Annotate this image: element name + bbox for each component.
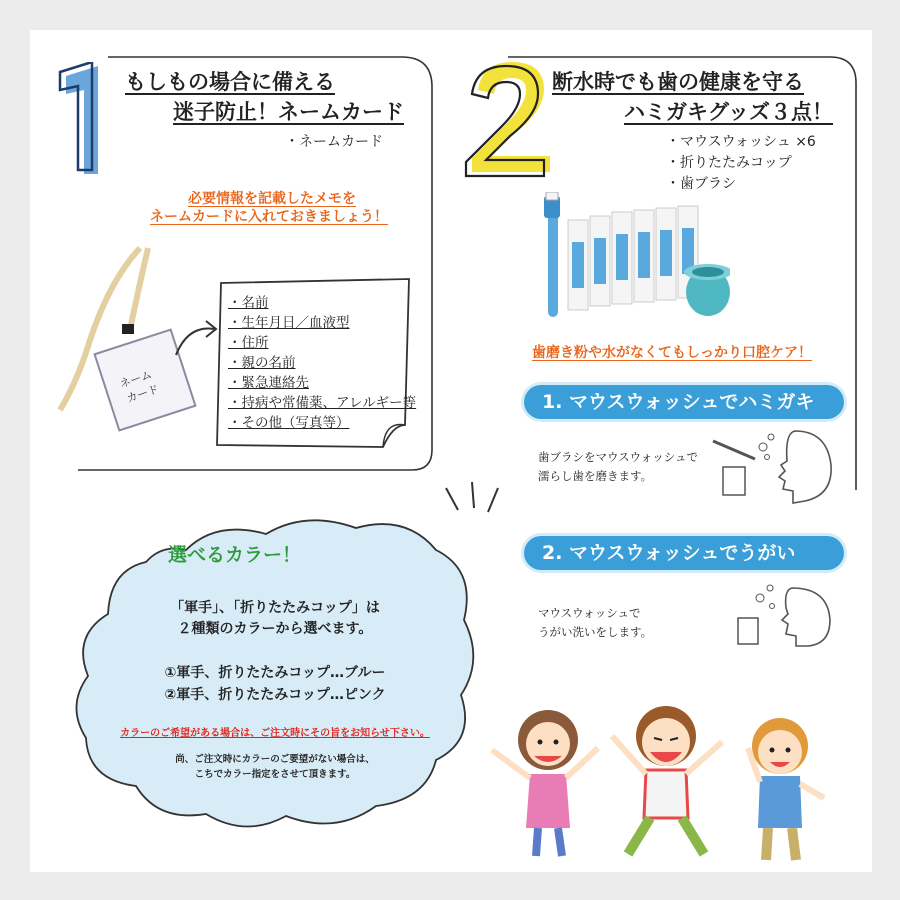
step1-text-line2: 濡らし歯を磨きます。 <box>538 469 653 483</box>
svg-text:ネーム: ネーム <box>118 368 154 391</box>
girl-figure <box>492 710 598 856</box>
toothbrush-icon <box>544 192 560 317</box>
colors-desc-line1: 「軍手」、「折りたたみコップ」は <box>170 600 380 616</box>
memo-item: ・名前 <box>228 295 269 311</box>
step2-banner: 2. マウスウォッシュでうがい <box>524 536 844 570</box>
number-1-graphic <box>50 62 120 182</box>
boy-figure <box>748 718 824 860</box>
section-1-note-line2: ネームカードに入れておきましょう！ <box>150 209 388 225</box>
colors-title: 選べるカラー！ <box>168 544 302 566</box>
memo-item: ・生年月日／血液型 <box>228 315 350 331</box>
section-2-item: ・歯ブラシ <box>666 176 736 192</box>
brushing-face-icon <box>705 425 835 507</box>
memo-item: ・親の名前 <box>228 355 296 371</box>
section-2-items <box>666 132 816 195</box>
color-default-note <box>30 752 520 782</box>
step1-text-line1: 歯ブラシをマウスウォッシュで <box>538 450 698 464</box>
number-2-graphic <box>458 60 553 180</box>
memo-item: ・緊急連絡先 <box>228 375 309 391</box>
step2-text-line2: うがい洗いをします。 <box>538 625 653 639</box>
section-1-note-line1: 必要情報を記載したメモを <box>188 191 356 207</box>
step1-banner: 1. マウスウォッシュでハミガキ <box>524 385 844 419</box>
page <box>30 30 872 872</box>
kids-illustration <box>478 678 848 868</box>
section-2-title-line1: 断水時でも歯の健康を守る <box>552 70 804 94</box>
mouthwash-sticks-icon <box>568 206 698 310</box>
color-note-line1: 尚、ご注文時にカラーのご要望がない場合は、 <box>175 754 375 765</box>
product-photo <box>530 192 730 327</box>
section-2-item: ・折りたたみコップ <box>666 155 792 171</box>
memo-item: ・持病や常備薬、アレルギー等 <box>228 395 417 411</box>
memo-list <box>228 293 416 433</box>
section-1-title-line1: もしもの場合に備える <box>125 70 335 94</box>
section-2-note: 歯磨き粉や水がなくてもしっかり口腔ケア！ <box>532 345 812 361</box>
boy-figure-jumping <box>612 706 722 854</box>
color-note-line2: こちでカラー指定をさせて頂きます。 <box>194 769 356 780</box>
color-options <box>30 662 520 706</box>
section-2-title-line2: ハミガキグッズ３点！ <box>624 100 833 124</box>
section-2-item: ・マウスウォッシュ ×6 <box>666 134 816 150</box>
step2-text-line1: マウスウォッシュで <box>538 606 641 620</box>
memo-item: ・その他（写真等） <box>228 415 350 431</box>
section-1-item: ・ネームカード <box>285 134 383 150</box>
gargling-face-icon <box>730 580 835 650</box>
memo-item: ・住所 <box>228 335 269 351</box>
colors-desc-line2: ２種類のカラーから選べます。 <box>177 621 373 637</box>
svg-text:カード: カード <box>124 382 161 406</box>
color-option-pink: ②軍手、折りたたみコップ…ピンク <box>164 687 386 703</box>
colors-description <box>30 598 520 640</box>
section-1-title-line2: 迷子防止！ネームカード <box>173 100 404 124</box>
folding-cup-icon <box>684 264 730 316</box>
color-option-blue: ①軍手、折りたたみコップ…ブルー <box>164 665 386 681</box>
color-request-warning: カラーのご希望がある場合は、ご注文時にその旨をお知らせ下さい。 <box>120 728 430 739</box>
